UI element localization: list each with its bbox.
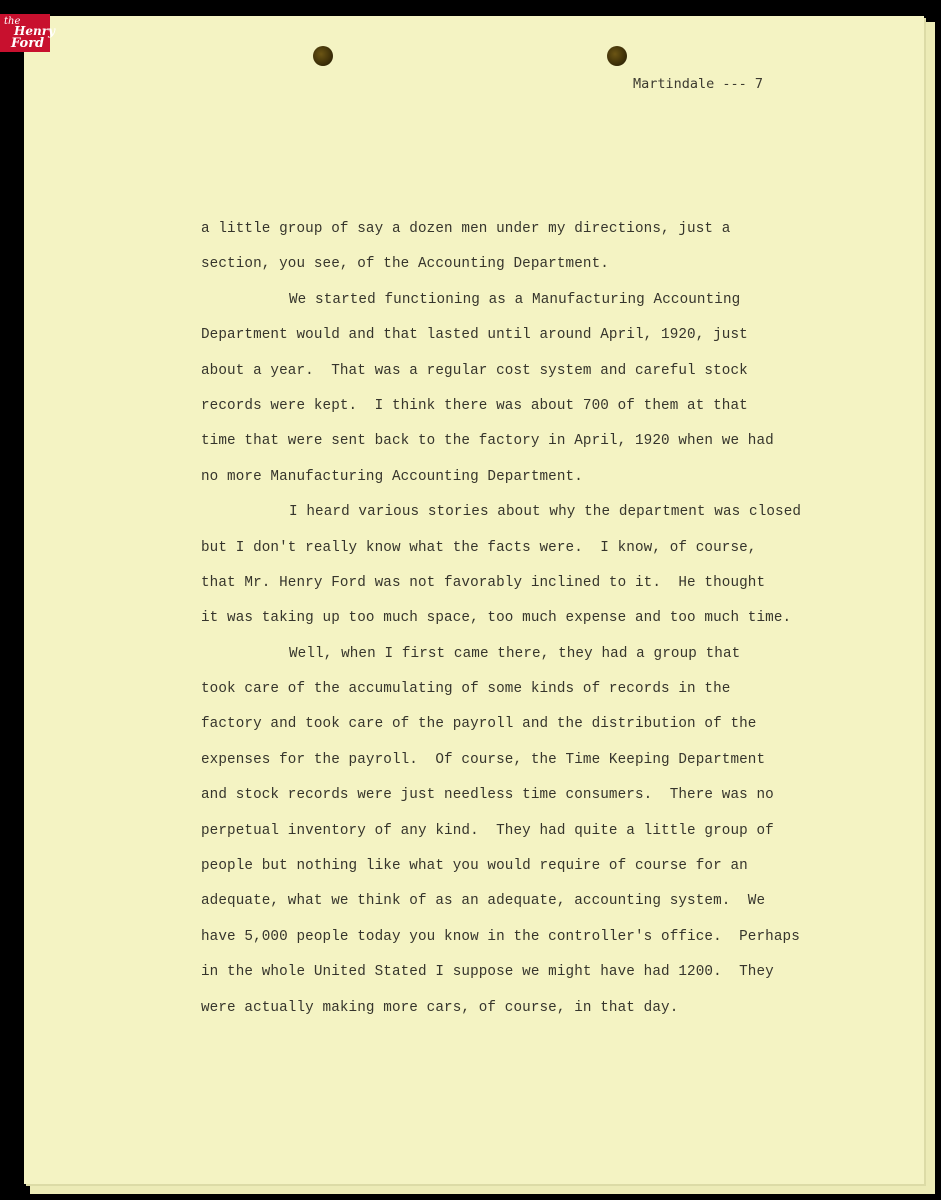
text-line: that Mr. Henry Ford was not favorably inclined to it. He thought <box>201 574 766 591</box>
text-line: were actually making more cars, of course, in that day. <box>201 999 679 1016</box>
transcript-body <box>201 212 841 1026</box>
text-line: a little group of say a dozen men under my directions, just a <box>201 221 731 237</box>
text-line: and stock records were just needless time consumers. There was no <box>201 787 774 804</box>
text-line: Well, when I first came there, they had a group that <box>289 645 741 662</box>
text-line: I heard various stories about why the department was closed <box>289 504 802 521</box>
text-line: Department would and that lasted until around April, 1920, just <box>201 327 748 344</box>
punch-hole-right <box>607 46 627 66</box>
text-line: in the whole United Stated I suppose we might have had 1200. They <box>201 964 774 981</box>
logo-the: the <box>4 16 21 27</box>
text-line: We started functioning as a Manufacturing Accounting <box>289 291 741 308</box>
text-line: have 5,000 people today you know in the controller's office. Perhaps <box>201 928 800 945</box>
typewritten-page <box>24 16 924 1184</box>
text-line: time that were sent back to the factory in April, 1920 when we had <box>201 433 774 450</box>
logo-ford: Ford <box>11 36 45 51</box>
henry-ford-logo <box>0 14 55 52</box>
page-header: Martindale --- 7 <box>633 76 764 92</box>
text-line: records were kept. I think there was about 700 of them at that <box>201 397 748 414</box>
text-line: factory and took care of the payroll and the distribution of the <box>201 716 757 733</box>
text-line: but I don't really know what the facts were. I know, of course, <box>201 539 757 556</box>
text-line: expenses for the payroll. Of course, the Time Keeping Department <box>201 751 766 768</box>
text-line: it was taking up too much space, too much expense and too much time. <box>201 610 792 627</box>
logo-henry: Henry <box>14 24 55 38</box>
text-line: adequate, what we think of as an adequate, accounting system. We <box>201 893 766 910</box>
text-line: took care of the accumulating of some kinds of records in the <box>201 681 731 698</box>
text-line: people but nothing like what you would require of course for an <box>201 858 748 875</box>
text-line: about a year. That was a regular cost system and careful stock <box>201 362 748 379</box>
punch-hole-left <box>313 46 333 66</box>
text-line: section, you see, of the Accounting Department. <box>201 256 609 273</box>
text-line: no more Manufacturing Accounting Department. <box>201 468 583 485</box>
text-line: perpetual inventory of any kind. They had quite a little group of <box>201 822 774 839</box>
